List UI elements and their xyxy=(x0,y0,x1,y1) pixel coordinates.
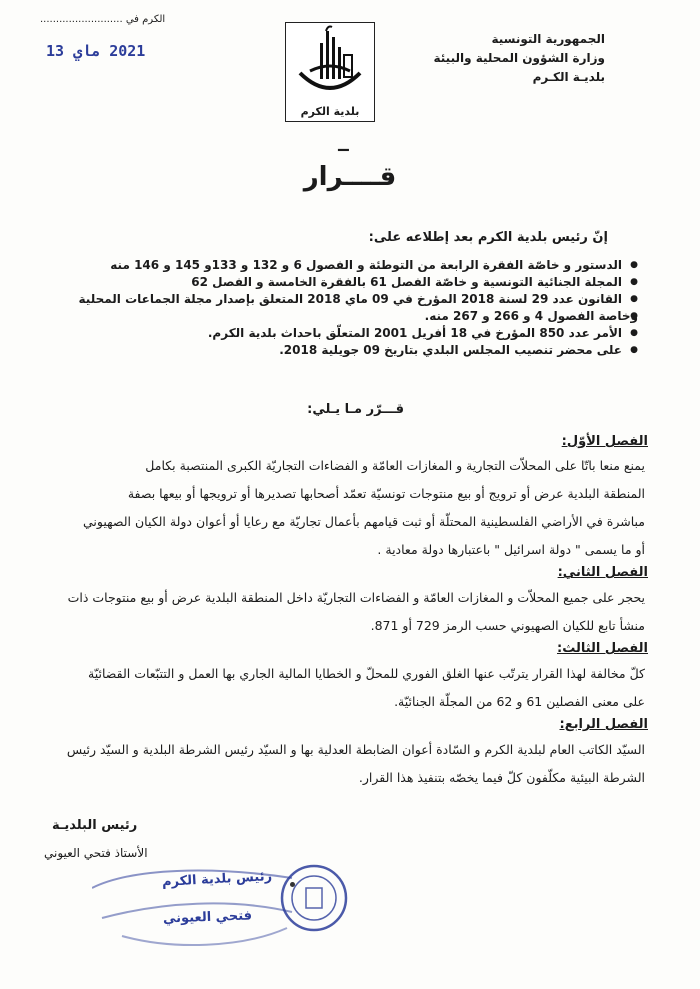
list-item: ● القانون عدد 29 لسنة 2018 المؤرخ في 09 ماي 2018 المتعلق بإصدار مجلة الجماعات المحلية xyxy=(78,292,638,307)
signatory-name: الأستاذ فتحي العيوني xyxy=(44,846,148,860)
text-line: يمنع منعا باتّا على المحلاّت التجارية و المغازات العامّة و الفضاءات التجاريّة الكبرى المنتصبة بكامل xyxy=(145,458,645,473)
list-item: ● الأمر عدد 850 المؤرخ في 18 أفريل 2001 المتعلّق باحداث بلدية الكرم. xyxy=(78,326,638,341)
official-stamp xyxy=(92,858,352,954)
municipality-name: بلديـة الكـرم xyxy=(532,70,605,84)
ministry-name: وزارة الشؤون المحلية والبيئة xyxy=(433,51,605,65)
text-line: كلّ مخالفة لهذا القرار يترتّب عنها الغلق الفوري للمحلّ و الخطايا المالية الجاري بها العمل و التتبّعات القضائيّة xyxy=(88,666,645,681)
logo-caption: بلدية الكرم xyxy=(300,105,360,118)
text-line: الشرطة البيئية مكلّفون كلّ فيما يخصّه بتنفيذ هذا القرار. xyxy=(358,770,645,785)
preamble: إنّ رئيس بلدية الكرم بعد إطلاعه على: xyxy=(368,230,608,245)
list-item: ● المجلة الجنائية التونسية و خاصّة الفصل 61 بالفقرة الخامسة و الفصل 62 xyxy=(78,275,638,290)
header-block xyxy=(434,30,606,87)
list-item: ● الدستور و خاصّة الفقرة الرابعة من التوطئة و الفصول 6 و 132 و 133و 145 و 146 منه xyxy=(78,258,638,273)
list-item: ● على محضر تنصيب المجلس البلدي بتاريخ 09 جويلية 2018. xyxy=(78,343,638,358)
text-line: منشأ تابع للكيان الصهيوني حسب الرمز 729 أو 871. xyxy=(370,618,645,633)
place-date-line: الكرم في .......................... xyxy=(40,14,166,25)
document-title: قــــرار xyxy=(303,162,397,192)
article-2-body xyxy=(55,584,645,640)
text-line: السيّد الكاتب العام لبلدية الكرم و السّادة أعوان الضابطة العدلية بها و السيّد رئيس الشرطة البلدية و السيّد رئيس xyxy=(66,742,645,757)
stamp-line-2: فتحي العيوني xyxy=(162,908,253,927)
article-4-body xyxy=(55,736,645,792)
signatory-title: رئيس البلديـة xyxy=(52,818,138,833)
text-line: أو ما يسمى " دولة اسرائيل " باعتبارها دولة معادية . xyxy=(377,542,645,557)
text-line: مباشرة في الأراضي الفلسطينية المحتلّة أو ثبت قيامهم بأعمال تجاريّة مع رعايا أو أعوان دولة الكيان الصهيوني xyxy=(82,514,645,529)
stamp-date: 2021 ماي 13 xyxy=(46,42,146,60)
logo-emblem-icon xyxy=(286,23,374,103)
text-line: يحجر على جميع المحلاّت و المغازات العامّة و الفضاءات التجاريّة داخل المنطقة البلدية عرض أو بيع منتوجات ذات xyxy=(67,590,645,605)
municipality-logo xyxy=(285,22,375,122)
title-mark: ▔ xyxy=(338,150,349,166)
article-3-heading: الفصل الثالث: xyxy=(557,641,648,656)
article-4-heading: الفصل الرابع: xyxy=(559,717,648,732)
article-2-heading: الفصل الثاني: xyxy=(557,565,648,580)
list-item-continuation: ● وخاصة الفصول 4 و 266 و 267 منه. xyxy=(78,309,638,324)
date-block xyxy=(40,14,260,74)
decided-heading: قـــرّر مـا يـلي: xyxy=(307,402,404,417)
stamp-line-1: رئيس بلدية الكرم xyxy=(161,869,273,890)
article-1-heading: الفصل الأوّل: xyxy=(561,434,648,449)
article-3-body xyxy=(55,660,645,716)
considerations-list xyxy=(78,258,638,360)
text-line: على معنى الفصلين 61 و 62 من المجلّة الجنائيّة. xyxy=(394,694,645,709)
article-1-body xyxy=(55,452,645,564)
text-line: المنطقة البلدية عرض أو ترويج أو بيع منتوجات تونسيّة تعمّد أصحابها تصديرها أو ترويجها أو بيعها بصفة xyxy=(127,486,645,501)
republic-name: الجمهورية التونسية xyxy=(491,32,605,46)
